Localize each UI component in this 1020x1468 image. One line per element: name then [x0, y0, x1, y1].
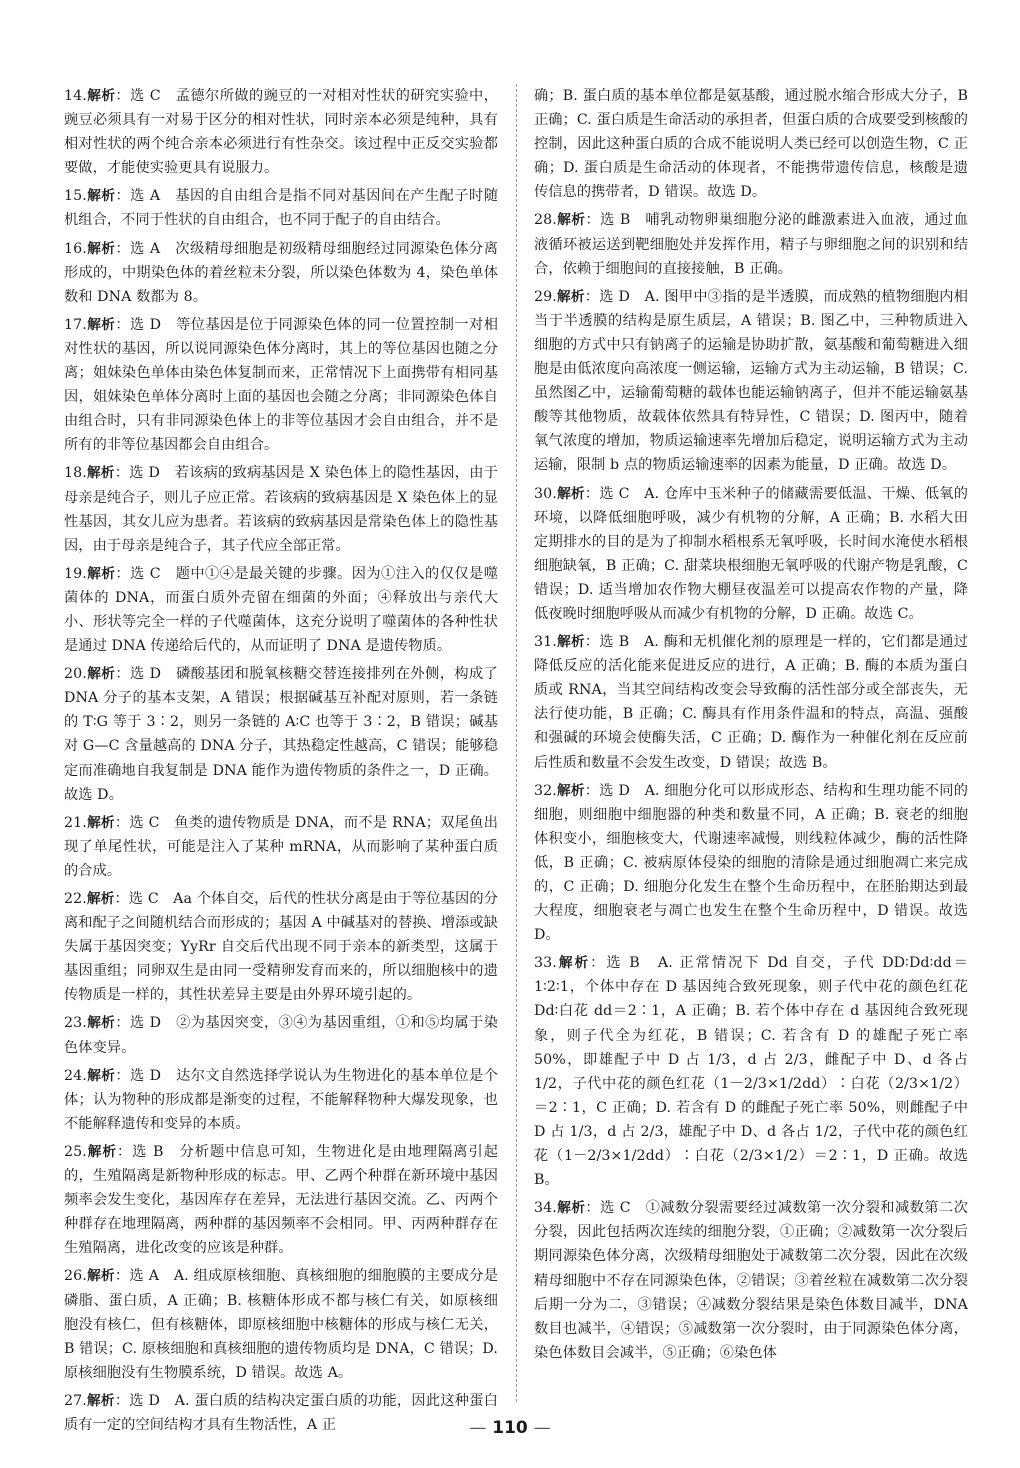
answer-text: ：选 A 次级精母细胞是初级精母细胞经过同源染色体分离形成的，中期染色体的着丝粒未分裂，所以染色体数为 4，染色单体数和 DNA 数都为 8。: [64, 240, 498, 305]
analysis-label: 解析: [556, 1200, 586, 1217]
question-number: 29.: [534, 288, 557, 305]
answer-entry: [64, 662, 498, 807]
answer-entry: [64, 562, 498, 658]
question-number: 26.: [64, 1268, 87, 1285]
analysis-label: 解析: [86, 240, 116, 257]
analysis-label: 解析: [86, 1268, 115, 1285]
answer-entry: [534, 779, 968, 948]
question-number: 30.: [534, 485, 557, 502]
analysis-label: 解析: [556, 634, 585, 651]
answer-text: ：选 C 孟德尔所做的豌豆的一对相对性状的研究实验中，豌豆必须具有一对易于区分的相对性状，同时亲本必须是纯种，具有相对性状的两个纯合亲本必须进行有性杂交。该过程中正反交实验都要做，才能使实验更具有说服力。: [64, 88, 498, 177]
analysis-label: 解析: [556, 212, 586, 229]
analysis-label: 解析: [86, 565, 116, 582]
answer-text: ：选 B A. 正常情况下 Dd 自交，子代 DD∶Dd∶dd＝1∶2∶1，个体中存在 D 基因纯合致死现象，则子代中花的颜色红花 Dd∶白花 dd＝2∶1，A 正确；B. 若个体中存在 d 基因纯合致死现象，则子代全为红花，B 错误；C. 若含有 D 的雄配子死亡率 50%，即雄配子中 D 占 1/3，d 占 2/3，雌配子中 D、d 各占 1/2，子代中花的颜色红花（1－2/3×1/2dd）∶白花（2/3×1/2）＝2∶1，C 正确；D. 若含有 D 的雌配子死亡率 50%，则雌配子中 D 占 1/3，d 占 2/3，雄配子中 D、d 各占 1/2，子代中花的颜色红花（1－2/3×1/2dd）∶白花（2/3×1/2）＝2∶1，D 正确。故选 B。: [534, 955, 968, 1189]
page-number: 110: [492, 1418, 528, 1438]
answer-text: ：选 C 鱼类的遗传物质是 DNA，而不是 RNA；双尾鱼出现了单尾性状，可能是注入了某种 mRNA，从而影响了某种蛋白质的合成。: [64, 814, 498, 879]
answer-text: ：选 C ①减数分裂需要经过减数第一次分裂和减数第二次分裂，因此包括两次连续的细胞分裂，①正确；②减数第一次分裂后期同源染色体分离，次级精母细胞处于减数第二次分裂，因此在次级精母细胞中不存在同源染色体，②错误；③着丝粒在减数第二次分裂后期一分为二，③错误；④减数分裂结果是染色体数目减半，DNA 数目也减半，④错误；⑤减数第一次分裂时，由于同源染色体分离，染色体数目会减半，⑤正确；⑥染色体: [534, 1200, 968, 1361]
answer-text: ：选 C 题中①④是最关键的步骤。因为①注入的仅仅是噬菌体的 DNA，而蛋白质外壳留在细菌的外面；④释放出与亲代大小、形状等完全一样的子代噬菌体，这充分说明了噬菌体的各种性状是通过 DNA 传递给后代的，从而证明了 DNA 是遗传物质。: [64, 565, 498, 655]
answer-text: ：选 B A. 酶和无机催化剂的原理是一样的，它们都是通过降低反应的活化能来促进反应的进行，A 正确；B. 酶的本质为蛋白质或 RNA，当其空间结构改变会导致酶的活性部分或全部丧失，无法行使功能，B 正确；C. 酶具有作用条件温和的特点，高温、强酸和强碱的环境会使酶失活，C 正确；D. 酶作为一种催化剂在反应前后性质和数量不会发生改变，D 错误；故选 B。: [534, 634, 969, 771]
question-number: 15.: [64, 188, 87, 205]
answer-text: ：选 C Aa 个体自交，后代的性状分离是由于等位基因的分离和配子之间随机结合而形成的；基因 A 中碱基对的替换、增添或缺失属于基因突变；YyRr 自交后代出现不同于亲本的新类型，这属于基因重组；同卵双生是由同一受精卵发育而来的，所以细胞核中的遗传物质是一样的，其性状差异主要是由外界环境引起的。: [64, 891, 499, 1004]
answer-entry: [534, 482, 968, 627]
answer-text: ：选 B 分析题中信息可知，生物进化是由地理隔离引起的，生殖隔离是新物种形成的标志。甲、乙两个种群在新环境中基因频率会发生变化，基因库存在差异，无法进行基因交流。乙、丙两个种群存在地理隔离，两种群的基因频率不会相同。甲、丙两种群存在生殖隔离，进化改变的应该是种群。: [64, 1143, 498, 1257]
answer-text: ：选 D 等位基因是位于同源染色体的同一位置控制一对相对性状的基因，所以说同源染色体分离时，其上的等位基因也随之分离；姐妹染色单体由染色体复制而来，正常情况下上面携带有相同基因，姐妹染色单体分离时上面的基因也会随之分离；非同源染色体自由组合时，只有非同源染色体上的非等位基因才会自由组合，并不是所有的非等位基因都会自由组合。: [64, 316, 498, 454]
question-number: 19.: [64, 565, 87, 582]
page-footer: [0, 1418, 1020, 1438]
answer-text: ：选 D 若该病的致病基因是 X 染色体上的隐性基因，由于母亲是纯合子，则儿子应正常。若该病的致病基因是 X 染色体上的显性基因，其女儿应为患者。若该病的致病基因是常染色体上的隐性基因，由于母亲是纯合子，其子代应全部正常。: [64, 465, 498, 554]
question-number: 14.: [64, 88, 87, 104]
answer-text: ：选 D A. 蛋白质的结构决定蛋白质的功能，因此这种蛋白质有一定的空间结构才具有生物活性，A 正: [64, 1392, 499, 1433]
right-column: [534, 84, 968, 1402]
analysis-label: 解析: [86, 1143, 118, 1160]
analysis-label: 解析: [556, 288, 585, 305]
answer-entry: [534, 84, 968, 204]
footer-dash-left: —: [469, 1418, 487, 1438]
analysis-label: 解析: [86, 1067, 116, 1084]
answer-text: ：选 D A. 细胞分化可以形成形态、结构和生理功能不同的细胞，则细胞中细胞器的种类和数量不同，A 正确；B. 衰老的细胞体积变小，细胞核变大，代谢速率减慢，则线粒体减少，酶的活性降低，B 正确；C. 被病原体侵染的细胞的清除是通过细胞凋亡来完成的，C 正确；D. 细胞分化发生在整个生命历程中，在胚胎期达到最大程度，细胞衰老与凋亡也发生在整个生命历程中，D 错误。故选 D。: [534, 782, 969, 944]
question-number: 24.: [64, 1067, 87, 1084]
analysis-label: 解析: [86, 465, 115, 482]
answer-entry: [64, 1064, 498, 1136]
question-number: 31.: [534, 634, 557, 651]
answer-text: ：选 A 基因的自由组合是指不同对基因间在产生配子时随机组合，不同于性状的自由组合，也不同于配子的自由结合。: [64, 188, 498, 229]
answer-text: 确；B. 蛋白质的基本单位都是氨基酸，通过脱水缩合形成大分子，B 正确；C. 蛋白质是生命活动的承担者，但蛋白质的合成要受到核酸的控制，因此这种蛋白质的合成不能说明人类已经可以创造生物，C 正确；D. 蛋白质是生命活动的体现者，不能携带遗传信息，核酸是遗传信息的携带者，D 错误。故选 D。: [534, 88, 969, 201]
question-number: 17.: [64, 316, 87, 333]
answer-entry: [534, 1196, 968, 1365]
answer-entry: [64, 313, 498, 458]
answer-entry: [534, 951, 968, 1192]
analysis-label: 解析: [86, 1392, 115, 1409]
question-number: 22.: [64, 891, 87, 907]
answer-entry: [534, 285, 968, 478]
footer-dash-right: —: [533, 1418, 551, 1438]
analysis-label: 解析: [556, 782, 585, 799]
answer-text: ：选 B 哺乳动物卵巢细胞分泌的雌激素进入血液，通过血液循环被运送到靶细胞处并发挥作用，精子与卵细胞之间的识别和结合，依赖于细胞间的直接接触，B 正确。: [534, 212, 969, 277]
analysis-label: 解析: [86, 814, 115, 831]
answer-text: ：选 C A. 仓库中玉米种子的储藏需要低温、干燥、低氧的环境，以降低细胞呼吸，减少有机物的分解，A 正确；B. 水稻大田定期排水的目的是为了抑制水稻根系无氧呼吸，长时间水淹使水稻根细胞缺氧，B 正确；C. 甜菜块根细胞无氧呼吸的代谢产物是乳酸，C 错误；D. 适当增加农作物大棚昼夜温差可以提高农作物的产量，降低夜晚时细胞呼吸从而减少有机物的分解，D 正确。故选 C。: [534, 485, 968, 622]
answer-entry: [64, 1264, 498, 1384]
answer-text: ：选 D A. 图甲中③指的是半透膜，而成熟的植物细胞内相当于半透膜的结构是原生质层，A 错误；B. 图乙中，三种物质进入细胞的方式中只有钠离子的运输是协助扩散，氨基酸和葡萄糖进入细胞是由低浓度向高浓度一侧运输，运输方式为主动运输，B 错误；C. 虽然图乙中，运输葡萄糖的载体也能运输钠离子，但并不能运输氨基酸等其他物质，故载体依然具有特异性，C 错误；D. 图丙中，随着氧气浓度的增加，物质运输速率先增加后稳定，说明运输方式为主动运输，限制 b 点的物质运输速率的因素为能量，D 正确。故选 D。: [534, 288, 969, 474]
answer-entry: [64, 811, 498, 883]
answer-entry: [534, 208, 968, 280]
answer-entry: [64, 184, 498, 232]
answer-entry: [64, 1140, 498, 1260]
answer-entry: [64, 887, 498, 1007]
question-number: 34.: [534, 1200, 557, 1217]
answer-text: ：选 A A. 组成原核细胞、真核细胞的细胞膜的主要成分是磷脂、蛋白质，A 正确；B. 核糖体形成不都与核仁有关，如原核细胞没有核仁，但有核糖体，即原核细胞中核糖体的形成与核仁无关，B 错误；C. 原核细胞和真核细胞的遗传物质均是 DNA，C 错误；D. 原核细胞没有生物膜系统，D 错误。故选 A。: [64, 1268, 498, 1381]
answer-entry: [64, 1011, 498, 1059]
question-number: 21.: [64, 814, 87, 831]
analysis-label: 解析: [86, 188, 116, 205]
question-number: 32.: [534, 782, 557, 799]
question-number: 16.: [64, 240, 87, 257]
answer-entry: [64, 461, 498, 557]
left-column: [64, 84, 499, 1433]
analysis-label: 解析: [86, 1015, 116, 1032]
analysis-label: 解析: [86, 891, 115, 907]
answer-text: ：选 D ②为基因突变，③④为基因重组，①和⑤均属于染色体变异。: [64, 1015, 498, 1056]
question-number: 18.: [64, 465, 87, 482]
question-number: 23.: [64, 1015, 87, 1032]
analysis-label: 解析: [556, 955, 591, 972]
analysis-label: 解析: [556, 485, 585, 502]
answer-text: ：选 D 达尔文自然选择学说认为生物进化的基本单位是个体；认为物种的形成都是渐变的过程，不能解释物种大爆发现象，也不能解释遗传和变异的本质。: [64, 1067, 498, 1132]
analysis-label: 解析: [86, 316, 116, 333]
question-number: 20.: [64, 666, 87, 683]
answer-entry: [64, 84, 498, 180]
answer-entry: [64, 237, 498, 309]
column-divider: [516, 84, 517, 1402]
question-number: 27.: [64, 1392, 87, 1409]
analysis-label: 解析: [86, 666, 116, 683]
analysis-label: 解析: [86, 88, 116, 104]
answer-text: ：选 D 磷酸基团和脱氧核糖交替连接排列在外侧，构成了 DNA 分子的基本支架，A 错误；根据碱基互补配对原则，若一条链的 T∶G 等于 3∶2，则另一条链的 A∶C 也等于 3∶2，B 错误；碱基对 G—C 含量越高的 DNA 分子，其热稳定性越高，C 错误；能够稳定而准确地自我复制是 DNA 能作为遗传物质的条件之一，D 正确。故选 D。: [64, 666, 498, 803]
question-number: 28.: [534, 212, 557, 229]
answer-entry: [534, 630, 968, 775]
question-number: 25.: [64, 1143, 87, 1160]
question-number: 33.: [534, 955, 557, 972]
